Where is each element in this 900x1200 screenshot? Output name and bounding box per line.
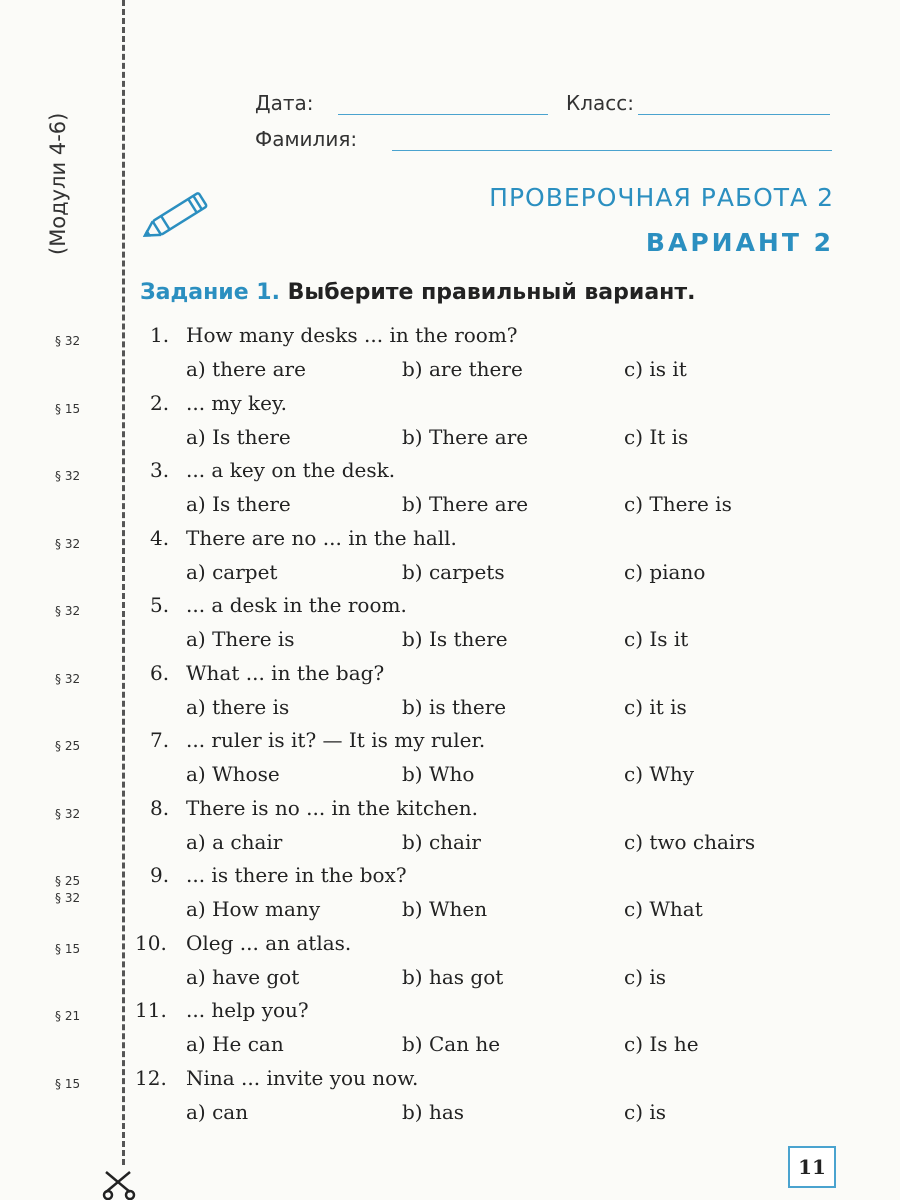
option-b[interactable]: b) There are xyxy=(402,424,529,449)
option-b[interactable]: b) has xyxy=(402,1099,465,1124)
option-b[interactable]: b) When xyxy=(402,897,488,921)
section-reference: § 32 xyxy=(55,469,81,483)
section-reference: § 25 § 32 xyxy=(55,874,81,905)
option-b[interactable]: b) has got xyxy=(402,964,504,989)
variant-title: ВАРИАНТ 2 xyxy=(645,228,834,257)
page-title: ПРОВЕРОЧНАЯ РАБОТА 2 xyxy=(489,183,834,212)
section-reference: § 32 xyxy=(55,806,81,821)
question-number: 4. xyxy=(150,525,170,550)
question-text: There are no ... in the hall. xyxy=(186,525,457,550)
option-a[interactable]: a) Whose xyxy=(186,762,280,786)
section-reference: § 15 xyxy=(55,1076,81,1091)
option-a[interactable]: a) How many xyxy=(186,897,321,921)
question-number: 11. xyxy=(135,998,167,1022)
option-c[interactable]: c) Is he xyxy=(624,1032,699,1056)
question-text: Nina ... invite you now. xyxy=(186,1065,419,1090)
question-text: ... a desk in the room. xyxy=(186,593,407,617)
option-b[interactable]: b) carpets xyxy=(402,559,505,584)
option-c[interactable]: c) is it xyxy=(624,357,687,381)
section-reference: § 32 xyxy=(55,334,81,348)
option-a[interactable]: a) have got xyxy=(186,964,300,989)
option-a[interactable]: a) Is there xyxy=(186,492,291,516)
question-item xyxy=(0,391,900,459)
question-item xyxy=(0,998,900,1066)
question-number: 7. xyxy=(150,728,170,752)
pencil-icon xyxy=(140,188,220,244)
option-a[interactable]: a) carpet xyxy=(186,559,278,584)
surname-label: Фамилия: xyxy=(255,127,358,151)
section-reference: § 21 xyxy=(55,1009,81,1023)
question-number: 9. xyxy=(150,863,170,887)
question-item xyxy=(0,526,900,594)
question-number: 12. xyxy=(135,1065,167,1090)
module-label: (Модули 4-6) xyxy=(46,112,70,255)
class-field[interactable] xyxy=(638,114,830,115)
question-item xyxy=(0,323,900,391)
task-label: Задание 1. xyxy=(140,280,280,305)
question-number: 5. xyxy=(150,593,170,617)
option-c[interactable]: c) is xyxy=(624,964,667,989)
option-b[interactable]: b) chair xyxy=(402,829,481,854)
question-number: 6. xyxy=(150,660,170,685)
question-item xyxy=(0,796,900,864)
question-item xyxy=(0,931,900,999)
section-reference: § 25 xyxy=(55,739,81,753)
question-text: ... my key. xyxy=(186,390,288,415)
question-item xyxy=(0,863,900,931)
option-a[interactable]: a) there is xyxy=(186,694,290,719)
question-text: What ... in the bag? xyxy=(186,660,385,685)
option-a[interactable]: a) There is xyxy=(186,627,295,651)
question-number: 2. xyxy=(150,390,170,415)
option-b[interactable]: b) are there xyxy=(402,357,523,381)
question-text: How many desks ... in the room? xyxy=(186,323,518,347)
option-a[interactable]: a) a chair xyxy=(186,829,283,854)
date-label: Дата: xyxy=(255,91,314,115)
option-a[interactable]: a) Is there xyxy=(186,424,291,449)
section-reference: § 15 xyxy=(55,941,81,956)
task-heading xyxy=(140,280,695,305)
option-a[interactable]: a) there are xyxy=(186,357,306,381)
option-b[interactable]: b) Is there xyxy=(402,627,508,651)
question-number: 8. xyxy=(150,795,170,820)
option-c[interactable]: c) It is xyxy=(624,424,689,449)
option-b[interactable]: b) Can he xyxy=(402,1032,501,1056)
question-number: 10. xyxy=(135,930,167,955)
option-b[interactable]: b) Who xyxy=(402,762,475,786)
option-b[interactable]: b) There are xyxy=(402,492,529,516)
question-item xyxy=(0,458,900,526)
question-text: ... a key on the desk. xyxy=(186,458,396,482)
option-c[interactable]: c) Is it xyxy=(624,627,689,651)
option-c[interactable]: c) piano xyxy=(624,559,706,584)
page-number: 11 xyxy=(788,1146,836,1188)
question-number: 1. xyxy=(150,323,170,347)
question-item xyxy=(0,661,900,729)
surname-field[interactable] xyxy=(392,150,832,151)
option-a[interactable]: a) He can xyxy=(186,1032,284,1056)
question-text: There is no ... in the kitchen. xyxy=(186,795,478,820)
option-a[interactable]: a) can xyxy=(186,1099,249,1124)
option-c[interactable]: c) two chairs xyxy=(624,829,756,854)
section-reference: § 32 xyxy=(55,536,81,551)
scissors-icon xyxy=(100,1170,140,1200)
option-b[interactable]: b) is there xyxy=(402,694,507,719)
date-field[interactable] xyxy=(338,114,548,115)
question-item xyxy=(0,728,900,796)
option-c[interactable]: c) There is xyxy=(624,492,732,516)
question-text: Oleg ... an atlas. xyxy=(186,930,352,955)
question-text: ... is there in the box? xyxy=(186,863,407,887)
section-reference: § 15 xyxy=(55,401,81,416)
class-label: Класс: xyxy=(566,91,634,115)
option-c[interactable]: c) Why xyxy=(624,762,695,786)
option-c[interactable]: c) is xyxy=(624,1099,667,1124)
question-item xyxy=(0,593,900,661)
option-c[interactable]: c) it is xyxy=(624,694,687,719)
question-number: 3. xyxy=(150,458,170,482)
section-reference: § 32 xyxy=(55,604,81,618)
section-reference: § 32 xyxy=(55,671,81,686)
task-instruction: Выберите правильный вариант. xyxy=(287,280,696,305)
question-text: ... ruler is it? — It is my ruler. xyxy=(186,728,486,752)
question-text: ... help you? xyxy=(186,998,309,1022)
question-item xyxy=(0,1066,900,1134)
option-c[interactable]: c) What xyxy=(624,897,703,921)
